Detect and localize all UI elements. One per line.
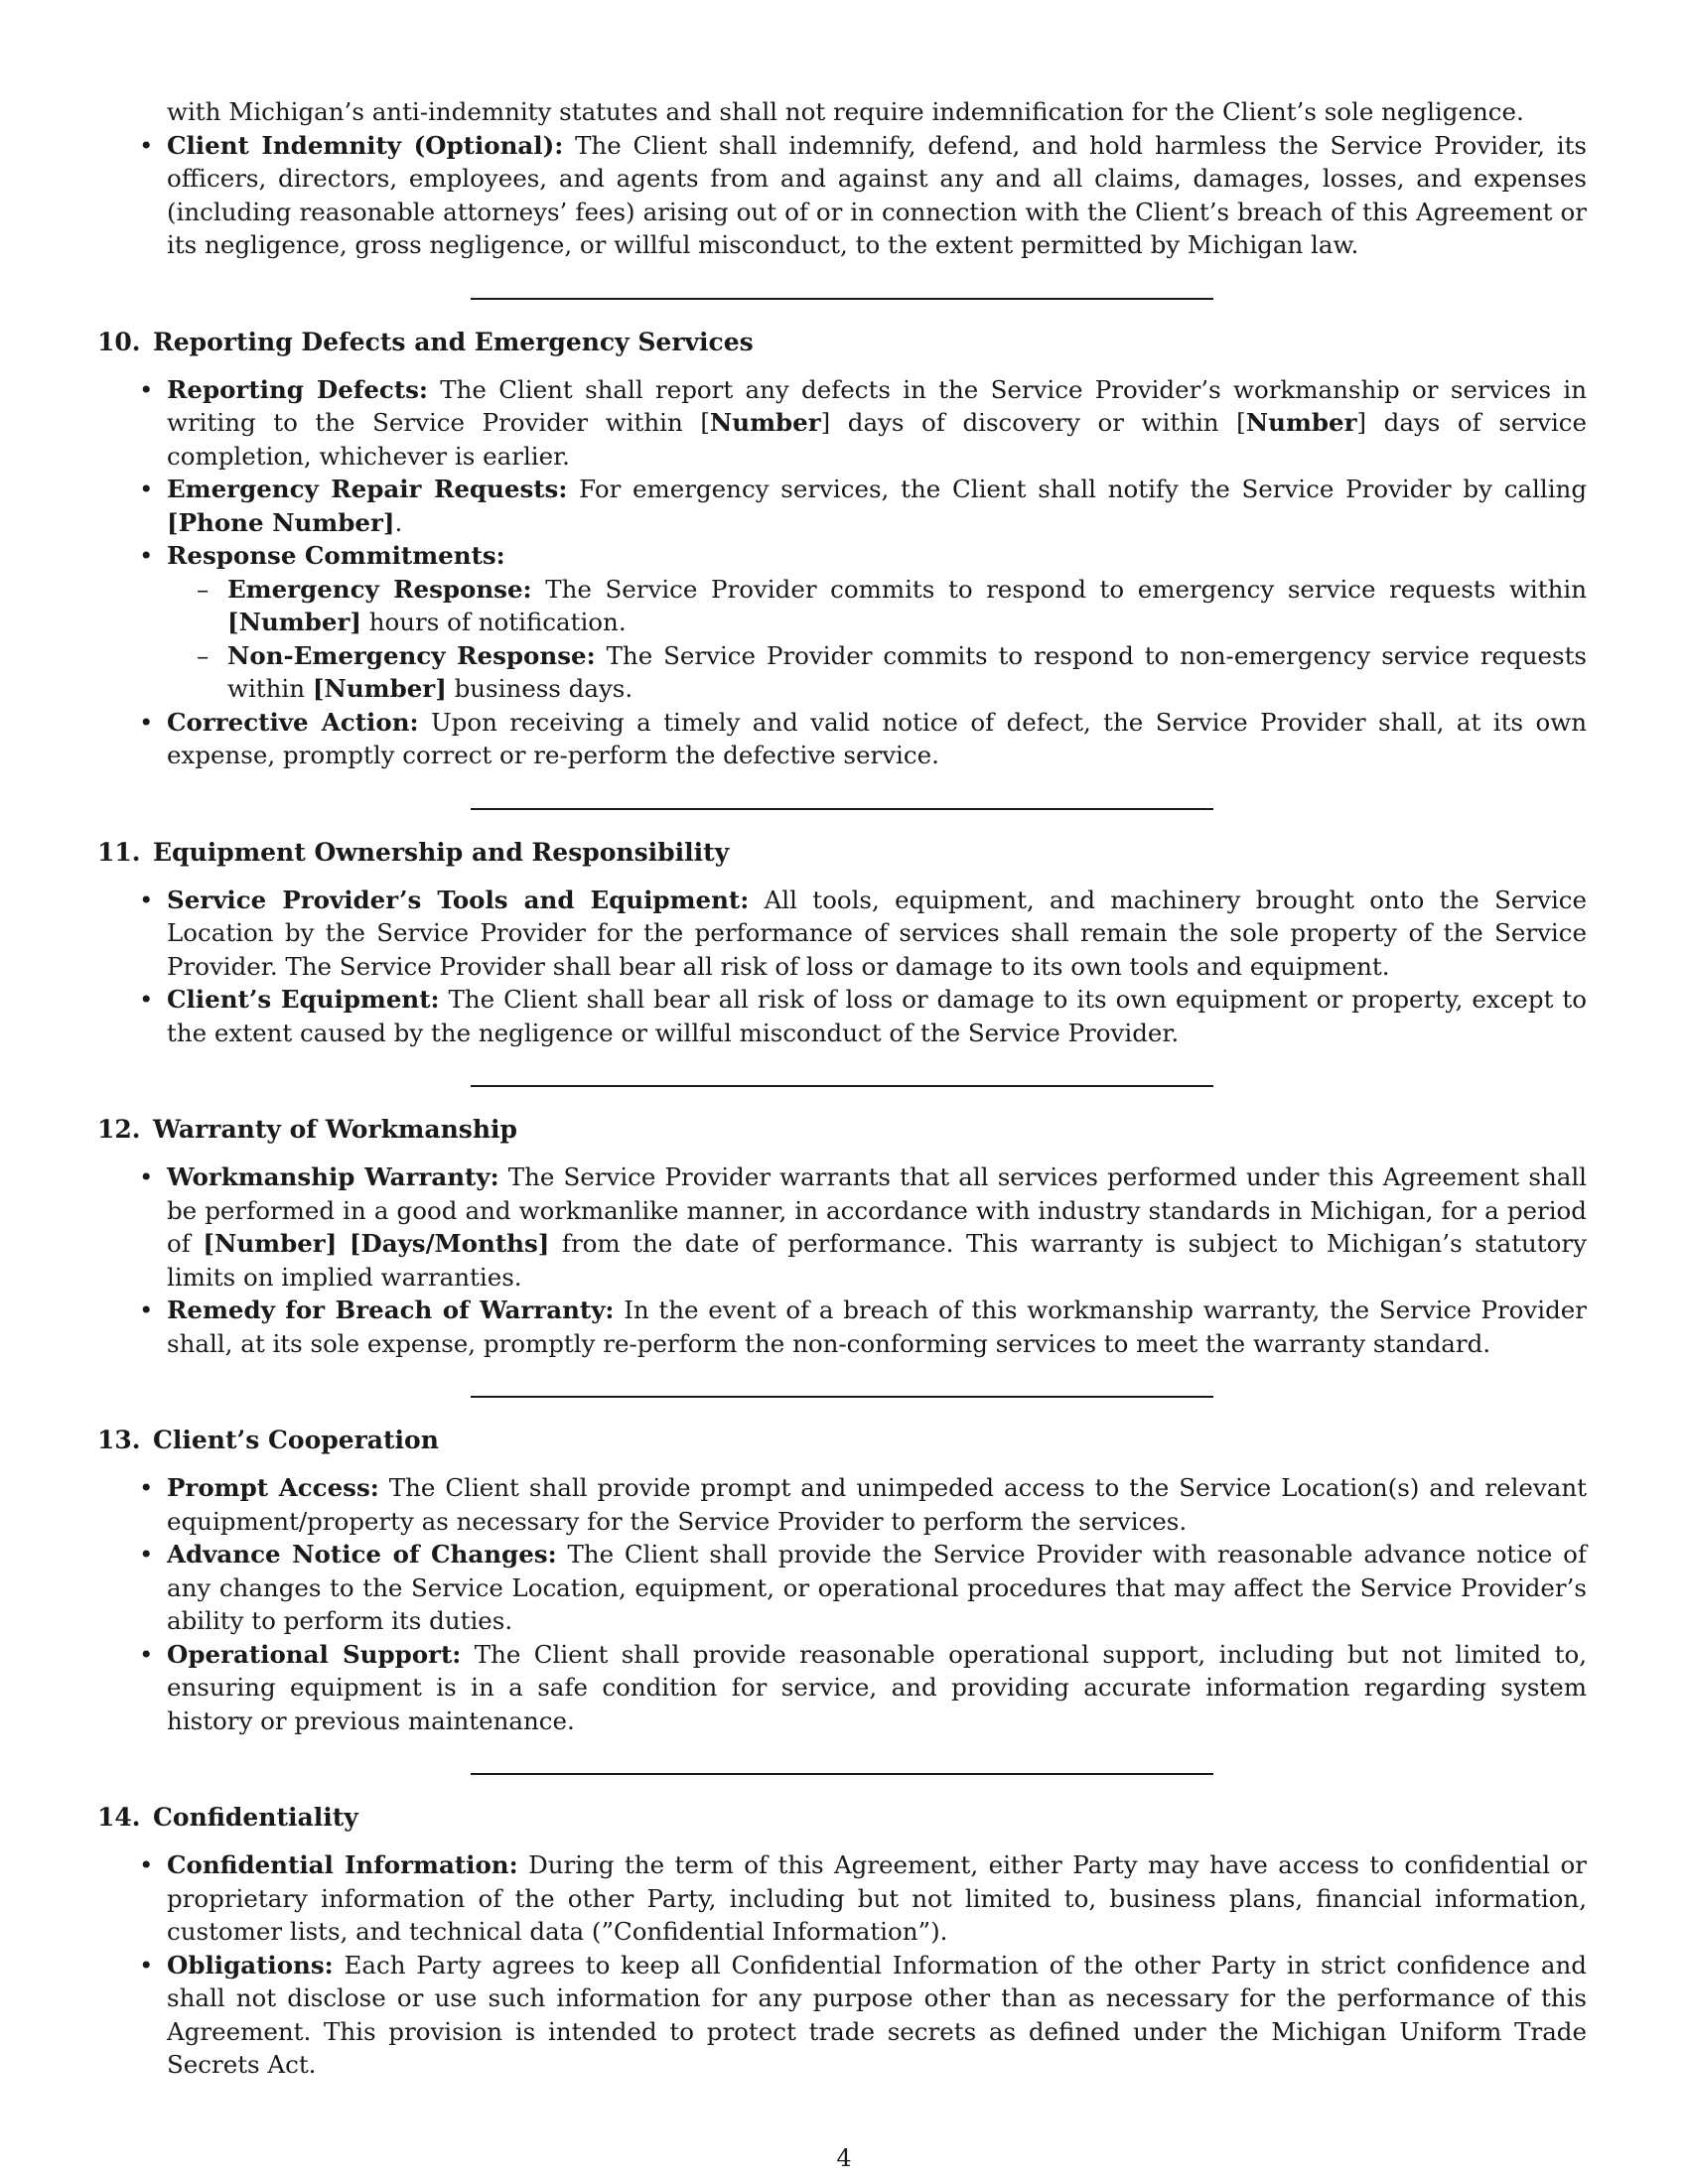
- bullet-text: business days.: [446, 674, 633, 703]
- bullet-text: The Client shall bear all risk of loss or damage to its own equipment or property, except to the extent caused by the negligence or willful misconduct of the Service Provider.: [167, 985, 1587, 1047]
- bullet-text: The Client shall report any defects in the Service Provider’s workmanship or services in writing to the Service Provider within [: [167, 374, 1587, 437]
- bullet-label: Reporting Defects:: [167, 374, 428, 404]
- bullet-provider-tools: [97, 884, 1587, 984]
- bullet-text: The Client shall provide prompt and unimpeded access to the Service Location(s) and relevant equipment/property as necessary for the Service Provider to perform the services.: [167, 1473, 1587, 1536]
- section-number: 13.: [97, 1426, 141, 1454]
- section-heading-13: [97, 1424, 1587, 1457]
- bullet-dot-icon: •: [139, 985, 154, 1014]
- section-heading-11: [97, 836, 1587, 870]
- bullet-text: The Service Provider warrants that all services performed under this Agreement shall be performed in a good and workmanlike manner, in accordance with industry standards in Michigan, for a period of: [167, 1162, 1587, 1258]
- bullet-label: Advance Notice of Changes:: [167, 1540, 557, 1569]
- bullet-dot-icon: •: [139, 374, 154, 404]
- sub-bullet-non-emergency-response: [97, 639, 1587, 706]
- placeholder: [Number]: [203, 1229, 338, 1258]
- section-number: 10.: [97, 327, 141, 356]
- bullet-text: In the event of a breach of this workmanship warranty, the Service Provider shall, at its sole expense, promptly re-perform the non-conforming services to meet the warranty standard.: [167, 1296, 1587, 1358]
- section-number: 12.: [97, 1115, 141, 1144]
- bullet-dot-icon: •: [139, 1950, 154, 1979]
- bullet-text: ] days of service completion, whichever is earlier.: [167, 408, 1588, 471]
- section-number: 14.: [97, 1803, 141, 1832]
- bullet-dot-icon: •: [139, 1540, 154, 1569]
- placeholder: Number: [709, 408, 821, 437]
- section-title: Confidentiality: [153, 1803, 358, 1832]
- bullet-label: Client’s Equipment:: [167, 985, 440, 1014]
- bullet-label: Obligations:: [167, 1950, 334, 1979]
- bullet-dot-icon: •: [139, 707, 154, 737]
- dash-icon: –: [197, 640, 210, 670]
- bullet-dot-icon: •: [139, 1850, 154, 1879]
- bullet-dot-icon: •: [139, 541, 154, 570]
- bullet-label: Service Provider’s Tools and Equipment:: [167, 885, 750, 914]
- bullet-text: All tools, equipment, and machinery brought onto the Service Location by the Service Provider for the performance of services shall remain the sole property of the Service Provider. The Service Provider shall bear all risk of loss or damage to its own tools and equipment.: [167, 885, 1587, 981]
- bullet-text: Upon receiving a timely and valid notice of defect, the Service Provider shall, at its own expense, promptly correct or re-perform the defective service.: [167, 707, 1587, 769]
- bullet-text: ] days of discovery or within [: [820, 408, 1246, 437]
- bullet-label: Non-Emergency Response:: [227, 640, 596, 670]
- bullet-text: Each Party agrees to keep all Confidential Information of the other Party in strict confidence and shall not disclose or use such information for any purpose other than as necessary for the performance of this Agreement. This provision is intended to protect trade secrets as defined under the Michigan Uniform Trade Secrets Act.: [167, 1950, 1587, 2079]
- section-divider: [471, 1773, 1213, 1775]
- bullet-obligations: [97, 1949, 1587, 2082]
- placeholder: [Days/Months]: [349, 1229, 550, 1258]
- bullet-text: The Client shall provide reasonable operational support, including but not limited to, ensuring equipment is in a safe condition for service, and providing accurate information regarding system history or previous maintenance.: [167, 1639, 1587, 1735]
- bullet-response-commitments: [97, 539, 1587, 573]
- bullet-workmanship-warranty: [97, 1160, 1587, 1294]
- bullet-label: Operational Support:: [167, 1639, 462, 1669]
- indemnity-continuation: with Michigan’s anti-indemnity statutes and shall not require indemnification for the Client’s sole negligence.: [167, 97, 1524, 126]
- sub-bullet-emergency-response: [97, 573, 1587, 639]
- bullet-dot-icon: •: [139, 885, 154, 914]
- bullet-confidential-information: [97, 1848, 1587, 1949]
- bullet-text: During the term of this Agreement, either Party may have access to confidential or proprietary information of the other Party, including but not limited to, business plans, financial information, customer lists, and technical data (”Confidential Information”).: [167, 1850, 1588, 1946]
- page-number: 4: [836, 2144, 852, 2172]
- page-content: [97, 95, 1587, 2082]
- placeholder: [Phone Number]: [167, 507, 395, 537]
- bullet-label: Corrective Action:: [167, 707, 419, 737]
- bullet-label: Prompt Access:: [167, 1473, 379, 1502]
- bullet-advance-notice: [97, 1538, 1587, 1638]
- bullet-label: Emergency Response:: [227, 574, 532, 604]
- section-title: Warranty of Workmanship: [153, 1115, 517, 1144]
- placeholder: Number: [1245, 408, 1357, 437]
- section-heading-10: [97, 326, 1587, 359]
- bullet-dot-icon: •: [139, 1639, 154, 1669]
- bullet-dot-icon: •: [139, 1296, 154, 1324]
- bullet-corrective-action: [97, 706, 1587, 772]
- bullet-emergency-repair: [97, 473, 1587, 539]
- section-title: Client’s Cooperation: [153, 1426, 439, 1454]
- bullet-dot-icon: •: [139, 1473, 154, 1502]
- bullet-text: The Service Provider commits to respond to emergency service requests within: [531, 574, 1587, 604]
- section-number: 11.: [97, 837, 141, 867]
- bullet-reporting-defects: [97, 373, 1587, 474]
- client-indemnity-label: Client Indemnity (Optional):: [167, 130, 564, 160]
- bullet-remedy-breach: [97, 1294, 1587, 1360]
- bullet-text: The Service Provider commits to respond to non-emergency service requests within: [227, 640, 1587, 703]
- section-divider: [471, 808, 1213, 810]
- bullet-dot-icon: •: [139, 1162, 154, 1191]
- dash-icon: –: [197, 574, 210, 604]
- bullet-client-indemnity: [97, 129, 1587, 262]
- bullet-text: For emergency services, the Client shall notify the Service Provider by calling: [567, 475, 1588, 503]
- bullet-label: Emergency Repair Requests:: [167, 475, 568, 503]
- bullet-label: Remedy for Breach of Warranty:: [167, 1296, 615, 1324]
- bullet-text: .: [394, 507, 403, 537]
- placeholder: [Number]: [312, 674, 447, 703]
- section-title: Equipment Ownership and Responsibility: [153, 837, 730, 867]
- bullet-label: Workmanship Warranty:: [167, 1162, 499, 1191]
- client-indemnity-text: The Client shall indemnify, defend, and hold harmless the Service Provider, its officers, directors, employees, and agents from and against any and all claims, damages, losses, and expenses (including reasonable attorneys’ fees) arising out of or in connection with the Client’s breach of this Agreement or its negligence, gross negligence, or willful misconduct, to the extent permitted by Michigan law.: [167, 130, 1587, 259]
- bullet-label: Confidential Information:: [167, 1850, 518, 1879]
- bullet-label: Response Commitments:: [167, 541, 505, 570]
- section-title: Reporting Defects and Emergency Services: [153, 327, 754, 356]
- placeholder: [Number]: [227, 608, 361, 636]
- section-divider: [471, 1085, 1213, 1087]
- section-divider: [471, 298, 1213, 300]
- bullet-text: from the date of performance. This warranty is subject to Michigan’s statutory limits on implied warranties.: [167, 1229, 1587, 1292]
- section-heading-14: [97, 1801, 1587, 1835]
- bullet-operational-support: [97, 1638, 1587, 1738]
- section-heading-12: [97, 1113, 1587, 1147]
- bullet-prompt-access: [97, 1471, 1587, 1538]
- bullet-dot-icon: •: [139, 130, 154, 160]
- section-divider: [471, 1396, 1213, 1398]
- bullet-client-equipment: [97, 983, 1587, 1049]
- bullet-text: hours of notification.: [360, 608, 627, 636]
- bullet-dot-icon: •: [139, 475, 154, 503]
- bullet-text: The Client shall provide the Service Provider with reasonable advance notice of any changes to the Service Location, equipment, or operational procedures that may affect the Service Provider’s ability to perform its duties.: [167, 1540, 1587, 1635]
